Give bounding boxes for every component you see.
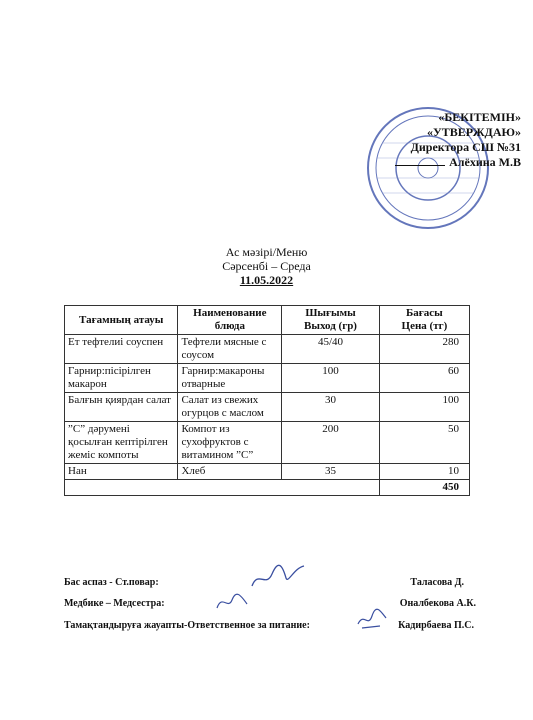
signature-label: Медбике – Медсестра: bbox=[64, 598, 165, 609]
header-ru-name: Наименование блюда bbox=[178, 306, 282, 335]
table-row bbox=[65, 464, 470, 480]
total-price: 450 bbox=[379, 480, 469, 496]
dish-output: 35 bbox=[282, 464, 380, 480]
signature-name: Таласова Д. bbox=[410, 577, 464, 588]
menu-day: Сәрсенбі – Среда bbox=[222, 259, 311, 273]
header-price-ru: Цена (тг) bbox=[401, 320, 448, 332]
approval-ru: «УТВЕРЖДАЮ» bbox=[426, 125, 521, 139]
signature-row-nurse bbox=[64, 598, 504, 612]
table-header-row bbox=[65, 306, 470, 335]
menu-table bbox=[64, 305, 470, 496]
dish-output: 45/40 bbox=[282, 335, 380, 364]
signature-label: Бас аспаз - Ст.повар: bbox=[64, 577, 159, 588]
dish-kz: Ет тефтелиі соуспен bbox=[65, 335, 178, 364]
table-row bbox=[65, 393, 470, 422]
header-kz-name: Тағамның атауы bbox=[65, 306, 178, 335]
dish-ru: Тефтели мясные с соусом bbox=[178, 335, 282, 364]
header-output-ru: Выход (гр) bbox=[304, 320, 357, 332]
table-row bbox=[65, 335, 470, 364]
total-row bbox=[65, 480, 470, 496]
dish-output: 30 bbox=[282, 393, 380, 422]
dish-price: 280 bbox=[379, 335, 469, 364]
menu-title-block bbox=[0, 245, 533, 287]
dish-price: 60 bbox=[379, 364, 469, 393]
dish-price: 50 bbox=[379, 422, 469, 464]
signature-name: Оналбекова А.К. bbox=[399, 598, 476, 609]
approval-block bbox=[371, 110, 521, 170]
dish-kz: Нан bbox=[65, 464, 178, 480]
dish-output: 200 bbox=[282, 422, 380, 464]
signature-scribble-responsible bbox=[356, 608, 388, 632]
dish-price: 10 bbox=[379, 464, 469, 480]
menu-date: 11.05.2022 bbox=[239, 273, 294, 287]
dish-ru: Салат из свежих огурцов с маслом bbox=[178, 393, 282, 422]
signature-scribble-cook bbox=[248, 560, 308, 592]
approval-kz: «БЕКІТЕМІН» bbox=[438, 110, 521, 124]
dish-price: 100 bbox=[379, 393, 469, 422]
dish-kz: Гарнир:пісірілген макарон bbox=[65, 364, 178, 393]
signature-scribble-nurse bbox=[214, 590, 250, 612]
header-price bbox=[379, 306, 469, 335]
table-row bbox=[65, 422, 470, 464]
signature-row-responsible bbox=[64, 620, 504, 634]
signature-name: Кадирбаева П.С. bbox=[398, 620, 474, 631]
dish-kz: ”С” дәрумені қосылған кептірілген жеміс компоты bbox=[65, 422, 178, 464]
dish-ru: Хлеб bbox=[178, 464, 282, 480]
header-output-kz: Шығымы bbox=[305, 307, 356, 319]
header-price-kz: Бағасы bbox=[406, 307, 443, 319]
dish-ru: Компот из сухофруктов с витамином ”С” bbox=[178, 422, 282, 464]
approval-position: Директора СШ №31 bbox=[410, 140, 521, 154]
table-row bbox=[65, 364, 470, 393]
dish-kz: Балғын қиярдан салат bbox=[65, 393, 178, 422]
dish-ru: Гарнир:макароны отварные bbox=[178, 364, 282, 393]
signature-label: Тамақтандыруға жауапты-Ответственное за питание: bbox=[64, 620, 310, 631]
total-spacer bbox=[65, 480, 380, 496]
approval-name: Алёхина М.В bbox=[371, 155, 521, 170]
menu-title: Ас мәзірі/Меню bbox=[225, 245, 308, 259]
dish-output: 100 bbox=[282, 364, 380, 393]
header-output bbox=[282, 306, 380, 335]
